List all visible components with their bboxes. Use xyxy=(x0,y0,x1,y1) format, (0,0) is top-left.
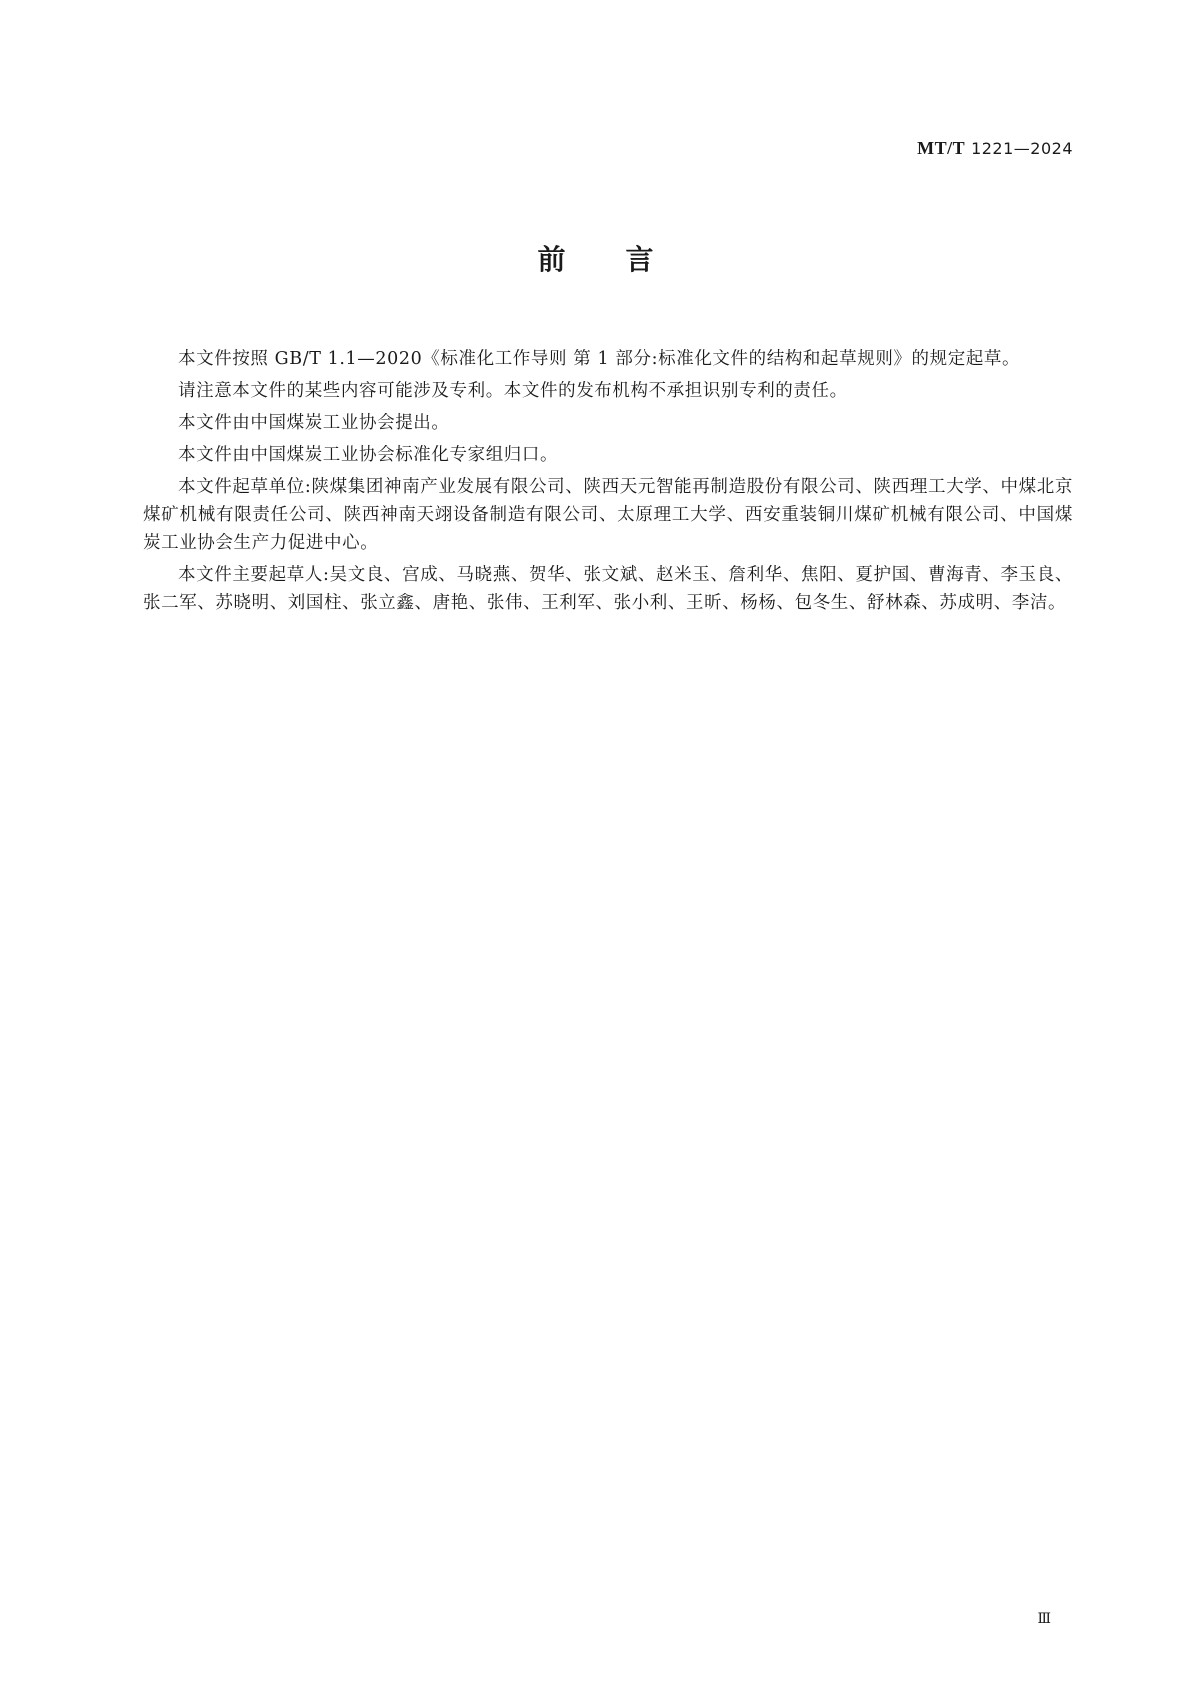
paragraph-drafting-basis: 本文件按照 GB/T 1.1—2020《标准化工作导则 第 1 部分:标准化文件的结构和起草规则》的规定起草。 xyxy=(178,349,1021,369)
standard-code-prefix: MT/T xyxy=(917,138,966,158)
paragraph-proposer: 本文件由中国煤炭工业协会提出。 xyxy=(178,413,450,433)
paragraph-drafters: 本文件主要起草人:吴文良、宫成、马晓燕、贺华、张文斌、赵米玉、詹利华、焦阳、夏护国、曹海青、李玉良、张二军、苏晓明、刘国柱、张立鑫、唐艳、张伟、王利军、张小利、王昕、杨杨、包冬生、舒林森、苏成明、李洁。 xyxy=(143,565,1073,613)
page-number: Ⅲ xyxy=(1037,1612,1051,1627)
paragraph-administrator: 本文件由中国煤炭工业协会标准化专家组归口。 xyxy=(178,445,559,465)
standard-code-number: 1221—2024 xyxy=(971,139,1073,158)
paragraph-patent-notice: 请注意本文件的某些内容可能涉及专利。本文件的发布机构不承担识别专利的责任。 xyxy=(178,381,848,401)
foreword-body xyxy=(143,345,1073,621)
standard-code-header xyxy=(917,138,1073,159)
page-title: 前言 xyxy=(537,243,714,276)
paragraph-drafting-units: 本文件起草单位:陕煤集团神南产业发展有限公司、陕西天元智能再制造股份有限公司、陕西理工大学、中煤北京煤矿机械有限责任公司、陕西神南天翊设备制造有限公司、太原理工大学、西安重装铜川煤矿机械有限公司、中国煤炭工业协会生产力促进中心。 xyxy=(143,477,1073,553)
